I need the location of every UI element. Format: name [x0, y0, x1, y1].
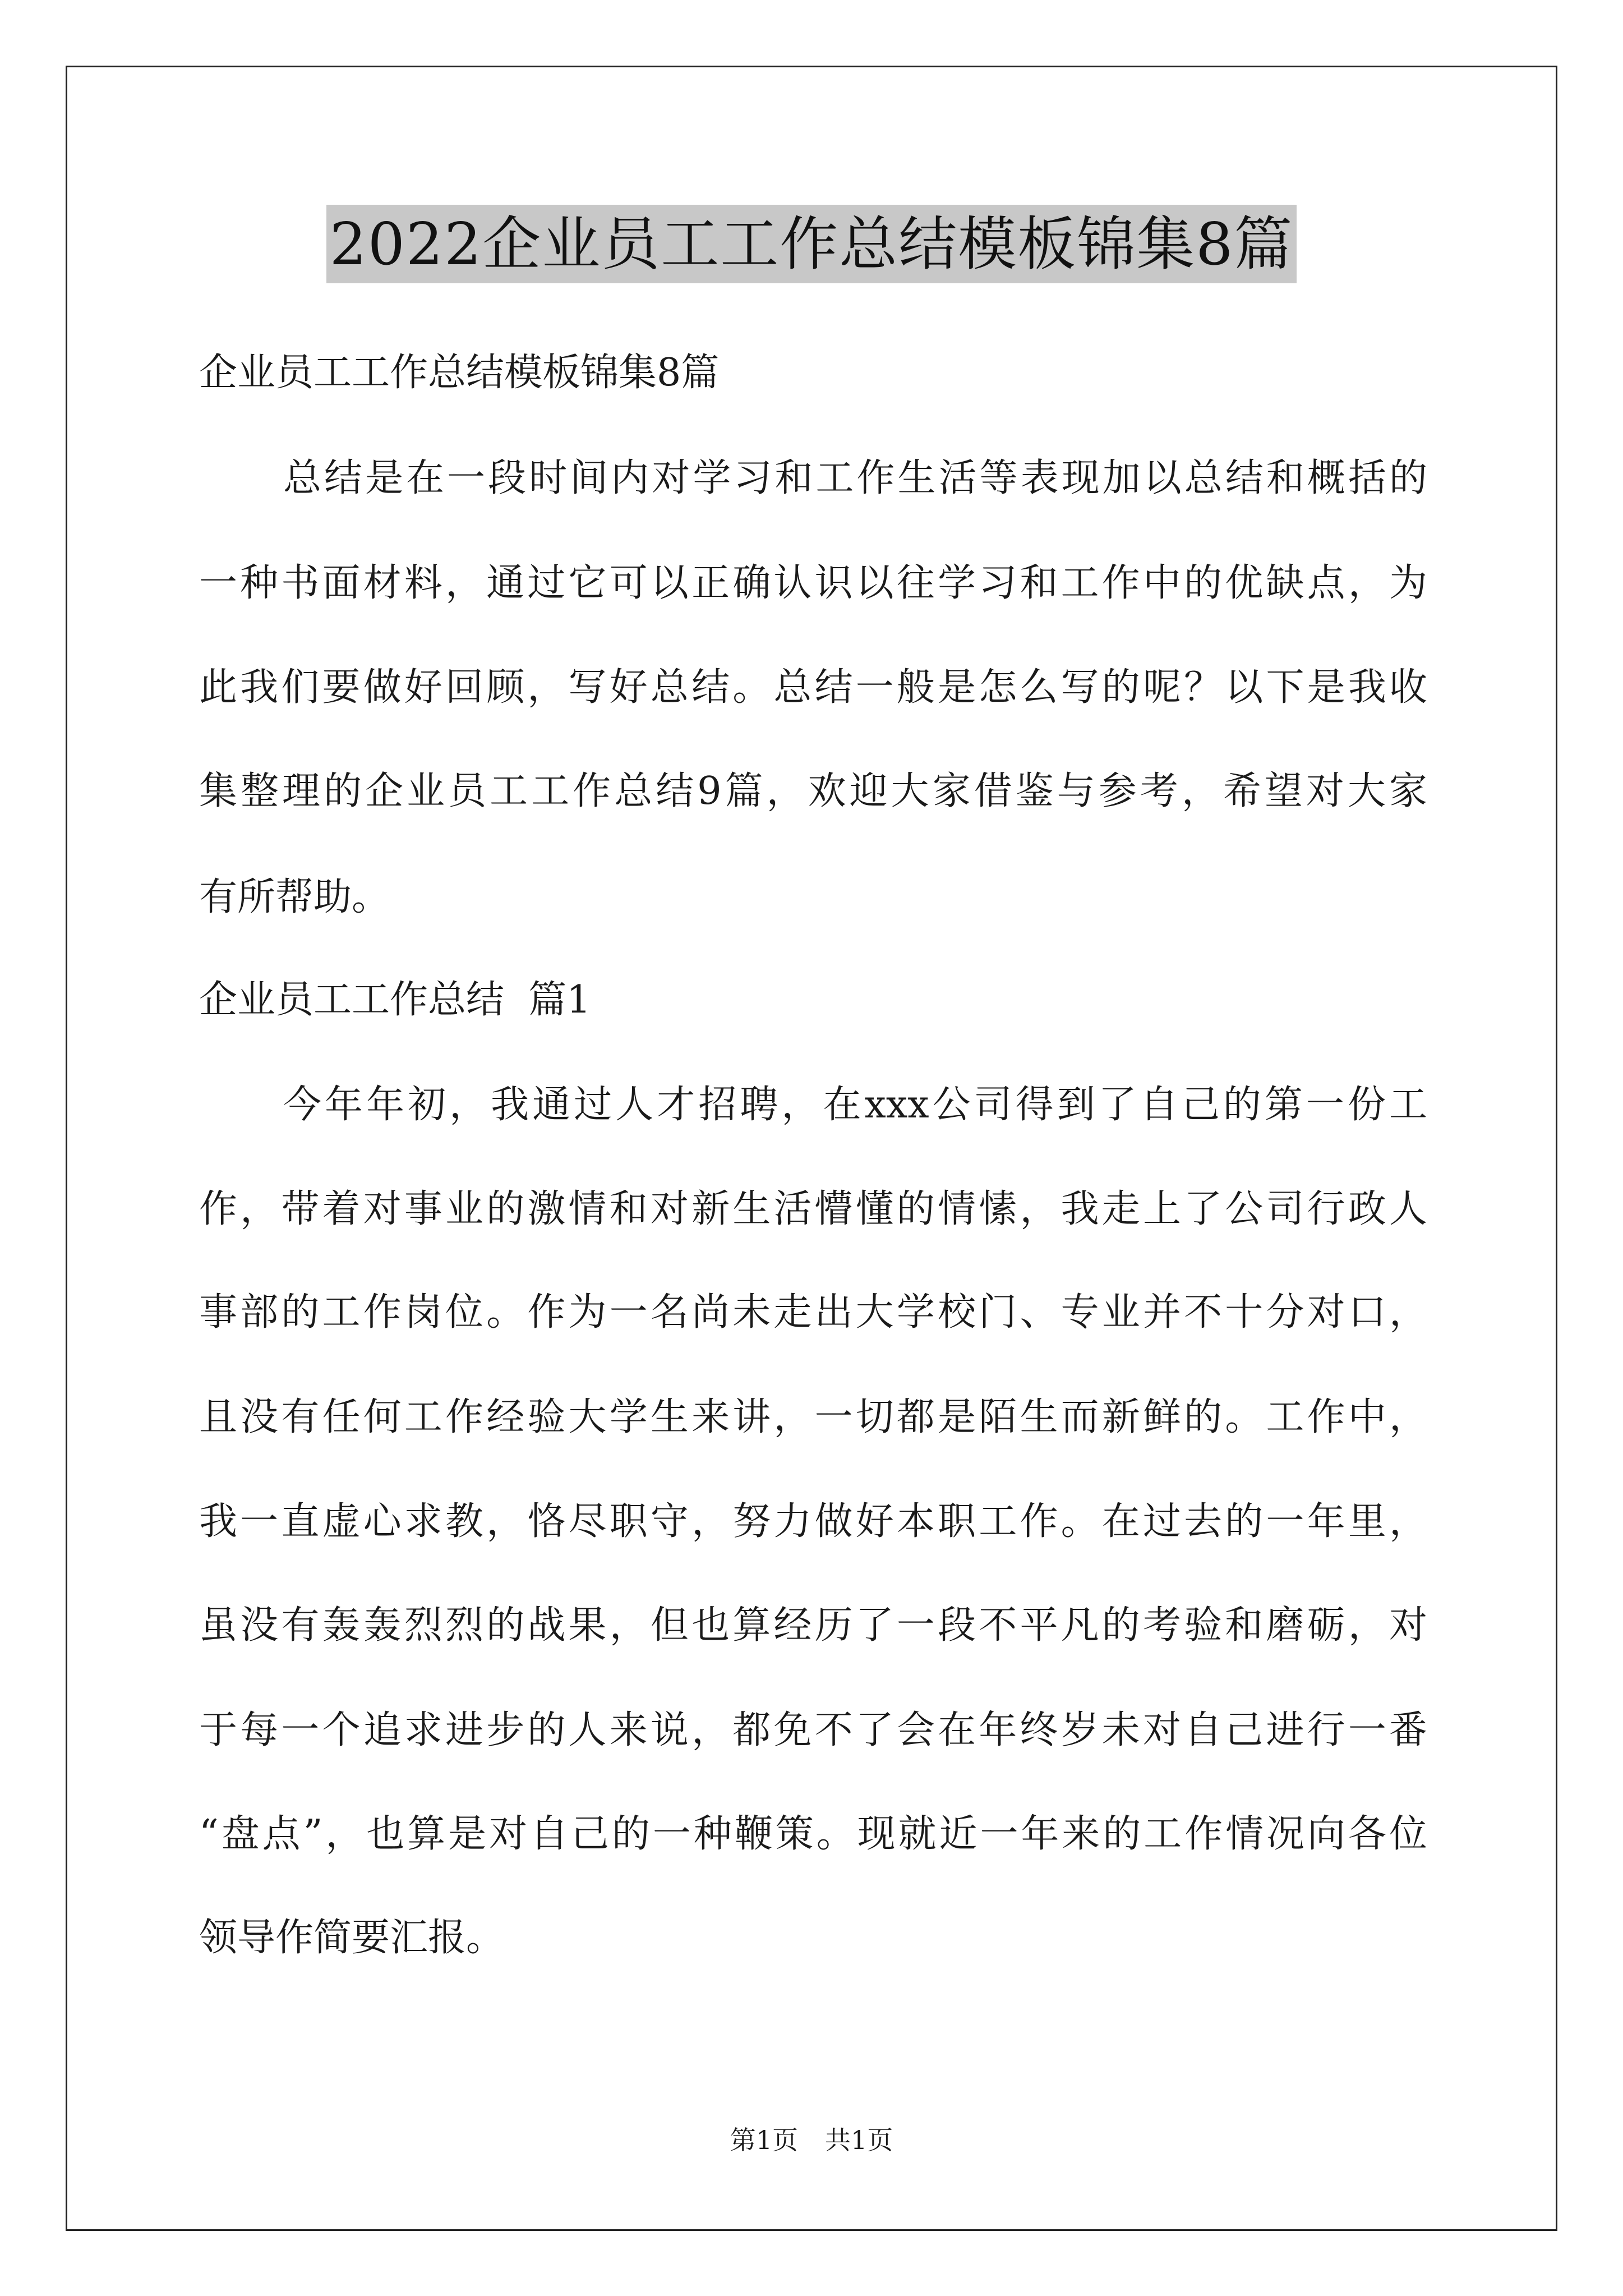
body-line: “盘点”，也算是对自己的一种鞭策。现就近一年来的工作情况向各位	[199, 1812, 1427, 1856]
body-line: 于每一个追求进步的人来说，都免不了会在年终岁未对自己进行一番	[199, 1708, 1427, 1752]
page-number: 第1页	[730, 2125, 798, 2155]
page-total: 共1页	[825, 2125, 893, 2155]
intro-line: 此我们要做好回顾，写好总结。总结一般是怎么写的呢？以下是我收	[199, 665, 1427, 710]
intro-line: 一种书面材料，通过它可以正确认识以往学习和工作中的优缺点，为	[199, 561, 1427, 605]
intro-line: 总结是在一段时间内对学习和工作生活等表现加以总结和概括的	[283, 456, 1427, 500]
title-container	[0, 205, 1623, 283]
body-line: 且没有任何工作经验大学生来讲，一切都是陌生而新鲜的。工作中，	[199, 1395, 1427, 1439]
section-heading: 企业员工工作总结 篇1	[199, 978, 591, 1022]
body-line: 事部的工作岗位。作为一名尚未走出大学校门、专业并不十分对口，	[199, 1290, 1427, 1335]
body-line: 作，带着对事业的激情和对新生活懵懂的情愫，我走上了公司行政人	[199, 1187, 1427, 1231]
body-line: 我一直虚心求教，恪尽职守，努力做好本职工作。在过去的一年里，	[199, 1499, 1427, 1544]
page-footer	[0, 2123, 1623, 2157]
document-subtitle: 企业员工工作总结模板锦集8篇	[199, 351, 720, 395]
body-line: 今年年初，我通过人才招聘，在xxx公司得到了自己的第一份工	[283, 1083, 1427, 1127]
body-line: 虽没有轰轰烈烈的战果，但也算经历了一段不平凡的考验和磨砺，对	[199, 1603, 1427, 1648]
intro-line: 集整理的企业员工工作总结9篇，欢迎大家借鉴与参考，希望对大家	[199, 769, 1427, 813]
document-title: 2022企业员工工作总结模板锦集8篇	[326, 205, 1297, 283]
intro-line: 有所帮助。	[199, 875, 390, 919]
body-line: 领导作简要汇报。	[199, 1916, 505, 1960]
